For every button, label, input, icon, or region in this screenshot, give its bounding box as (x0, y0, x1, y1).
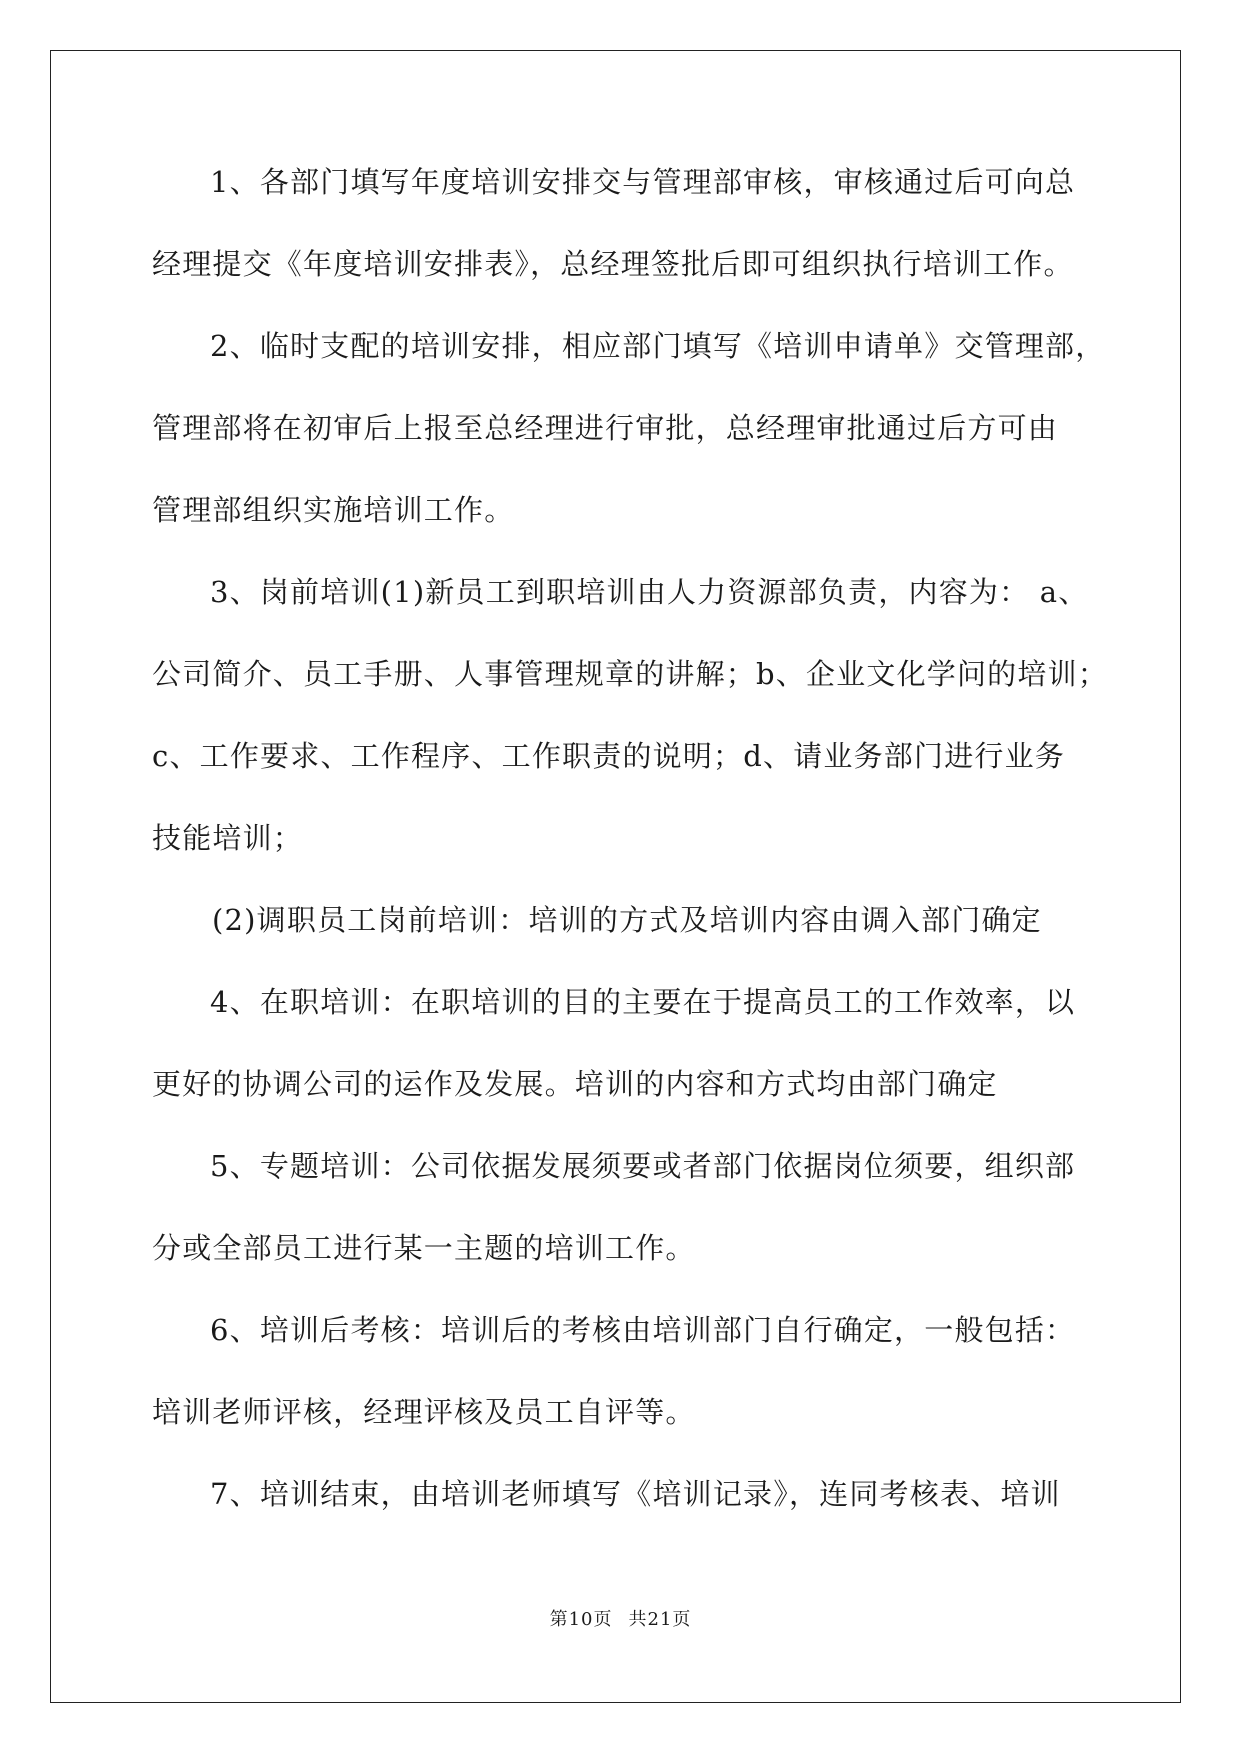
paragraph-7-line-1: 7、培训结束，由培训老师填写《培训记录》，连同考核表、培训 (210, 1477, 1061, 1511)
page-border (50, 50, 1181, 1703)
paragraph-3-line-2: 公司简介、员工手册、人事管理规章的讲解；b、企业文化学问的培训； (152, 657, 1108, 691)
paragraph-2-line-2: 管理部将在初审后上报至总经理进行审批，总经理审批通过后方可由 (152, 411, 1059, 445)
paragraph-1-line-2: 经理提交《年度培训安排表》，总经理签批后即可组织执行培训工作。 (152, 247, 1074, 281)
paragraph-1-line-1: 1、各部门填写年度培训安排交与管理部审核，审核通过后可向总 (210, 165, 1076, 199)
page-number: 第10页 (549, 1609, 613, 1630)
paragraph-3-line-4: 技能培训； (152, 821, 304, 855)
paragraph-6-line-1: 6、培训后考核：培训后的考核由培训部门自行确定，一般包括： (210, 1313, 1076, 1347)
paragraph-4-line-2: 更好的协调公司的运作及发展。培训的内容和方式均由部门确定 (152, 1067, 998, 1101)
page-footer (0, 1605, 1241, 1631)
page-total: 共21页 (628, 1609, 692, 1630)
paragraph-6-line-2: 培训老师评核，经理评核及员工自评等。 (152, 1395, 696, 1429)
paragraph-2-line-1: 2、临时支配的培训安排，相应部门填写《培训申请单》交管理部， (210, 329, 1106, 363)
paragraph-5-line-1: 5、专题培训：公司依据发展须要或者部门依据岗位须要，组织部 (210, 1149, 1076, 1183)
paragraph-3-line-3: c、工作要求、工作程序、工作职责的说明；d、请业务部门进行业务 (152, 739, 1066, 773)
paragraph-5-line-2: 分或全部员工进行某一主题的培训工作。 (152, 1231, 696, 1265)
paragraph-3-line-1: 3、岗前培训(1)新员工到职培训由人力资源部负责，内容为： a、 (210, 575, 1089, 609)
paragraph-3-sub-2: (2)调职员工岗前培训：培训的方式及培训内容由调入部门确定 (212, 903, 1042, 937)
paragraph-2-line-3: 管理部组织实施培训工作。 (152, 493, 515, 527)
paragraph-4-line-1: 4、在职培训：在职培训的目的主要在于提高员工的工作效率，以 (210, 985, 1076, 1019)
